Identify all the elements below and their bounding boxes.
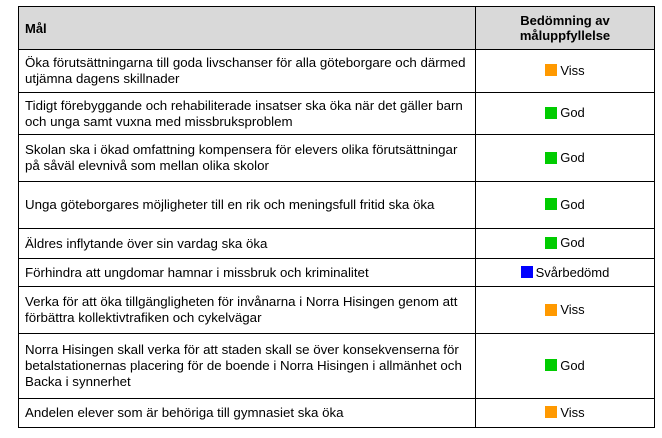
- goal-cell: Äldres inflytande över sin vardag ska öka: [19, 229, 476, 259]
- rating-square-icon: [545, 359, 557, 371]
- assessment-cell: [476, 50, 655, 93]
- rating-badge: [545, 150, 585, 165]
- assessment-cell: [476, 182, 655, 229]
- rating-square-icon: [545, 152, 557, 164]
- table-row: [19, 92, 655, 135]
- goal-cell: Skolan ska i ökad omfattning kompensera för elevers olika förutsättningar på såväl elevnivå som mellan olika skolor: [19, 135, 476, 182]
- header-assessment-line2: måluppfyllelse: [519, 28, 611, 43]
- rating-badge: [545, 302, 584, 317]
- rating-square-icon: [545, 237, 557, 249]
- table-row: [19, 259, 655, 287]
- rating-label: God: [560, 357, 585, 373]
- table-body: [19, 50, 655, 428]
- rating-square-icon: [545, 198, 557, 210]
- goal-cell: Förhindra att ungdomar hamnar i missbruk och kriminalitet: [19, 259, 476, 287]
- rating-label: Viss: [560, 62, 585, 78]
- rating-badge: [545, 105, 585, 120]
- rating-square-icon: [521, 266, 533, 278]
- goal-cell: Norra Hisingen skall verka för att staden skall se över konsekvenserna för betalstationernas placering för de boende i Norra Hisingen i allmänhet och Backa i synnerhet: [19, 334, 476, 399]
- goal-cell: Andelen elever som är behöriga till gymnasiet ska öka: [19, 398, 476, 427]
- goal-cell: Unga göteborgares möjligheter till en rik och meningsfull fritid ska öka: [19, 182, 476, 229]
- goal-cell: Tidigt förebyggande och rehabiliterade insatser ska öka när det gäller barn och unga samt vuxna med missbruksproblem: [19, 92, 476, 135]
- header-assessment-line1: Bedömning av: [520, 13, 610, 28]
- assessment-cell: [476, 334, 655, 399]
- rating-label: God: [560, 235, 585, 251]
- rating-badge: [545, 197, 585, 212]
- rating-label: God: [560, 150, 585, 166]
- assessment-cell: [476, 287, 655, 334]
- goals-table: [18, 6, 655, 428]
- table-row: [19, 182, 655, 229]
- rating-label: God: [560, 105, 585, 121]
- rating-badge: [545, 405, 584, 420]
- table-row: [19, 334, 655, 399]
- rating-square-icon: [545, 107, 557, 119]
- rating-badge: [545, 63, 584, 78]
- assessment-cell: [476, 398, 655, 427]
- table-row: [19, 50, 655, 93]
- rating-label: Svårbedömd: [535, 264, 610, 280]
- rating-badge: [545, 235, 585, 250]
- header-assessment: [476, 7, 655, 50]
- header-goal: Mål: [19, 7, 476, 50]
- rating-badge: [545, 358, 585, 373]
- table-row: [19, 229, 655, 259]
- table-row: [19, 135, 655, 182]
- assessment-cell: [476, 92, 655, 135]
- goal-cell: Öka förutsättningarna till goda livschanser för alla göteborgare och därmed utjämna dagens skillnader: [19, 50, 476, 93]
- table-header-row: [19, 7, 655, 50]
- table-row: [19, 398, 655, 427]
- rating-square-icon: [545, 304, 557, 316]
- rating-label: Viss: [560, 404, 585, 420]
- rating-label: Viss: [560, 302, 585, 318]
- goal-cell: Verka för att öka tillgängligheten för invånarna i Norra Hisingen genom att förbättra kollektivtrafiken och cykelvägar: [19, 287, 476, 334]
- rating-square-icon: [545, 64, 557, 76]
- rating-label: God: [560, 196, 585, 212]
- rating-square-icon: [545, 406, 557, 418]
- assessment-cell: [476, 135, 655, 182]
- table-row: [19, 287, 655, 334]
- assessment-cell: [476, 229, 655, 259]
- rating-badge: [521, 265, 610, 280]
- assessment-cell: [476, 259, 655, 287]
